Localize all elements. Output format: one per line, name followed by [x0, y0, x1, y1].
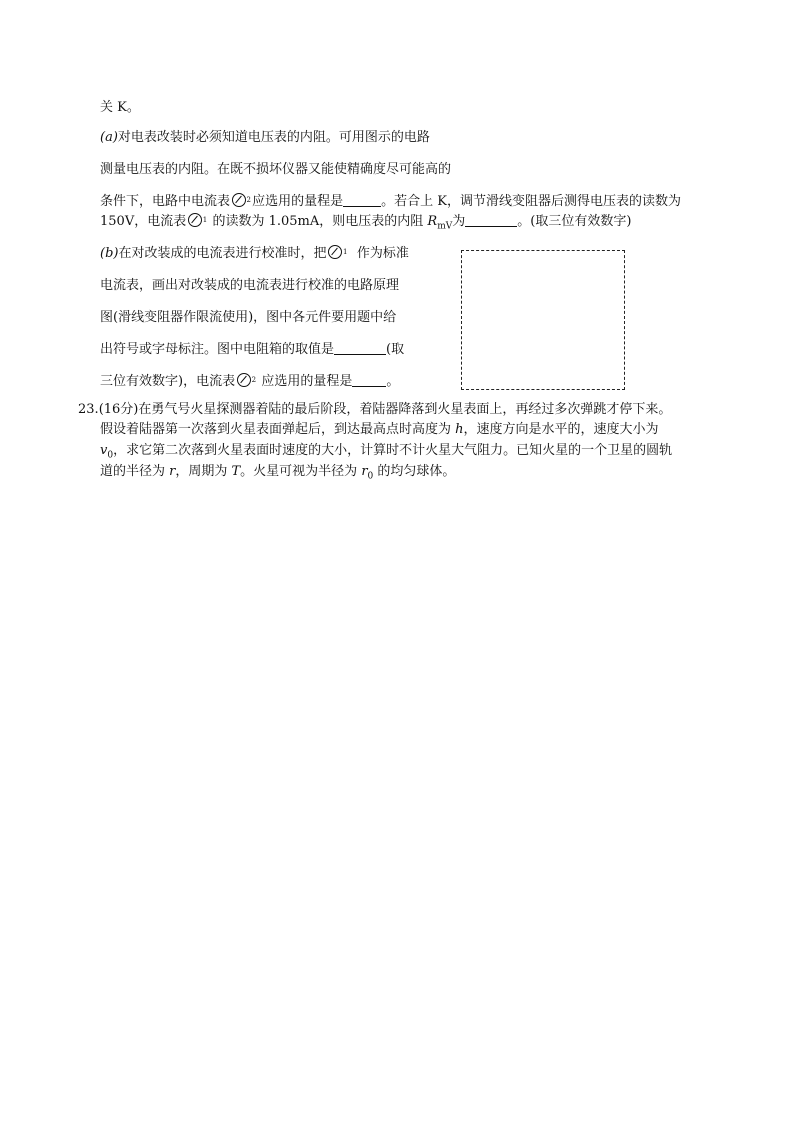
symbol-r: r: [169, 464, 176, 479]
ammeter-subscript: 2: [251, 376, 257, 384]
ammeter-subscript: 1: [202, 216, 208, 224]
text-span: 电流表，画出对改装成的电流表进行校准的电路原理: [100, 278, 400, 293]
part-a-line-2: [100, 161, 451, 179]
ammeter-a1-icon: [188, 213, 208, 227]
symbol-v: v: [100, 443, 108, 458]
text-span: 关 K。: [100, 100, 140, 115]
part-a-label: (a): [100, 130, 118, 145]
problem-23-line-1: [78, 401, 671, 419]
text-span: 在对改装成的电流表进行校准时，把: [118, 246, 327, 261]
text-span: 图(滑线变阻器作限流使用)，图中各元件要用题中给: [100, 310, 397, 325]
answer-blank: [343, 194, 381, 207]
part-a-line-1: [100, 129, 430, 147]
symbol-h: h: [455, 422, 464, 437]
ammeter-subscript: 2: [246, 196, 252, 204]
text-span: 对电表改装时必须知道电压表的内阻。可用图示的电路: [117, 130, 430, 145]
symbol-r0: r: [361, 464, 368, 479]
text-span: 。若合上 K，调节滑线变阻器后测得电压表的读数为: [381, 194, 682, 209]
text-line: [100, 99, 140, 117]
text-span: 应选用的量程是: [252, 194, 344, 209]
text-span: (16分)在勇气号火星探测器着陆的最后阶段，着陆器降落到火星表面上，再经过多次弹跳才停下来。: [98, 402, 672, 417]
part-b-label: (b): [100, 246, 119, 261]
text-span: 为: [452, 214, 466, 229]
problem-23-line-2: [100, 421, 659, 439]
symbol-t: T: [231, 464, 241, 479]
text-span: ，周期为: [175, 464, 232, 479]
problem-number: 23.: [78, 402, 99, 417]
text-span: 的读数为 1.05mA，则电压表的内阻: [212, 214, 428, 229]
ammeter-subscript: 1: [343, 248, 348, 256]
text-span: 作为标准: [356, 246, 409, 261]
answer-blank: [334, 342, 386, 355]
part-b-line-1: [100, 245, 409, 263]
part-a-line-3: [100, 193, 681, 211]
symbol-subscript: 0: [107, 450, 114, 461]
symbol-r: R: [427, 214, 438, 229]
part-b-line-2: [100, 277, 399, 295]
text-span: 假设着陆器第一次落到火星表面弹起后，到达最高点时高度为: [100, 422, 456, 437]
symbol-subscript: 0: [367, 471, 374, 482]
problem-23-line-3: [100, 442, 672, 465]
ammeter-a1-icon: [328, 245, 348, 259]
text-span: 。(取三位有效数字): [517, 214, 632, 229]
circuit-drawing-box: [461, 250, 625, 390]
text-span: ，求它第二次落到火星表面时速度的大小，计算时不计火星大气阻力。已知火星的一个卫星的圆轨: [113, 443, 673, 458]
text-span: 应选用的量程是: [261, 374, 353, 389]
answer-blank: [465, 214, 517, 227]
text-span: 出符号或字母标注。图中电阻箱的取值是: [100, 342, 335, 357]
text-span: 条件下，电路中电流表: [100, 194, 231, 209]
text-span: 的均匀球体。: [373, 464, 456, 479]
text-span: 。火星可视为半径为: [240, 464, 362, 479]
text-span: 150V，电流表: [100, 214, 187, 229]
part-a-line-4: [100, 213, 631, 236]
text-span: 。: [386, 374, 400, 389]
text-span: ，速度方向是水平的，速度大小为: [463, 422, 659, 437]
answer-blank: [352, 374, 386, 387]
text-span: 三位有效数字)，电流表: [100, 374, 236, 389]
text-span: 测量电压表的内阻。在既不损坏仪器又能使精确度尽可能高的: [100, 162, 452, 177]
ammeter-a2-icon: [232, 193, 252, 207]
part-b-line-5: [100, 373, 399, 391]
problem-23-line-4: [100, 463, 455, 486]
text-span: 道的半径为: [100, 464, 170, 479]
ammeter-a2-icon: [237, 373, 257, 387]
part-b-line-4: [100, 341, 404, 359]
part-b-line-3: [100, 309, 396, 327]
text-span: (取: [386, 342, 405, 357]
symbol-subscript: mV: [437, 221, 453, 232]
